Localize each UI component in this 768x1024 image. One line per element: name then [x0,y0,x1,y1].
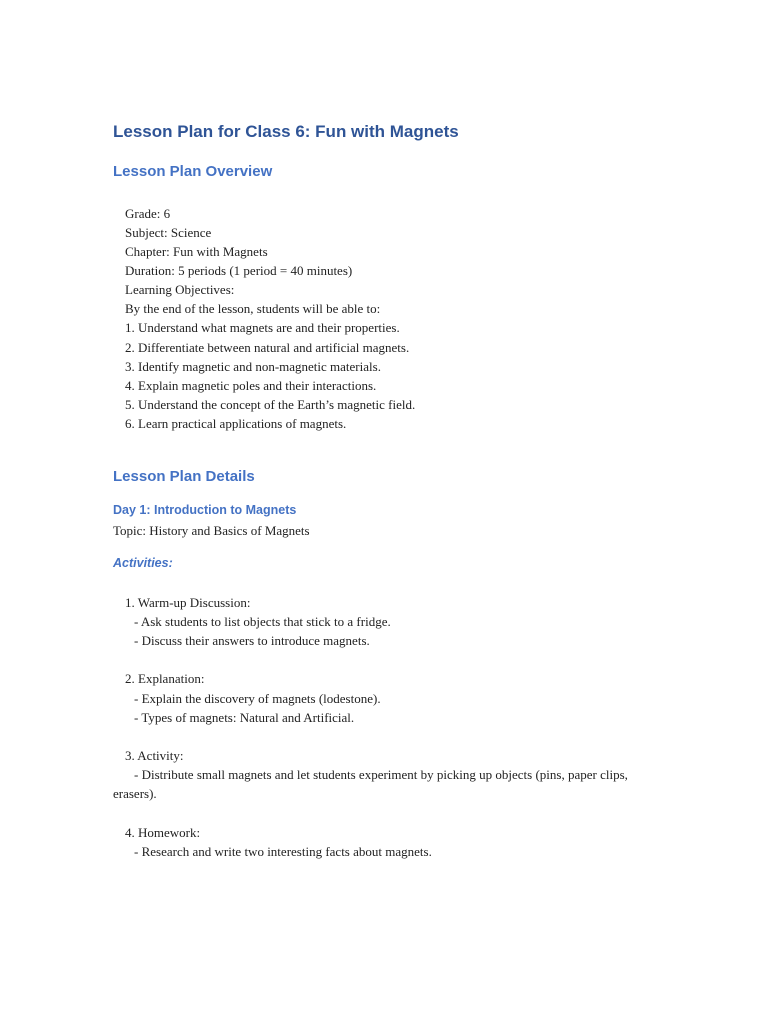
details-heading: Lesson Plan Details [113,468,255,485]
overview-heading: Lesson Plan Overview [113,163,273,180]
activity-text [113,765,633,803]
day1-heading: Day 1: Introduction to Magnets [113,503,297,517]
explanation-point: - Types of magnets: Natural and Artificial. [134,710,355,725]
homework-title: 4. Homework: [125,825,201,840]
overview-objectives-label: Learning Objectives: [125,282,235,297]
overview-subject: Subject: Science [125,225,212,240]
explanation-point: - Explain the discovery of magnets (lodestone). [134,691,381,706]
homework-point: - Research and write two interesting facts about magnets. [134,844,432,859]
activity-text-content: - Distribute small magnets and let students experiment by picking up objects (pins, paper clips, erasers). [113,767,628,801]
objective-item: 5. Understand the concept of the Earth’s magnetic field. [125,397,416,412]
warmup-title: 1. Warm-up Discussion: [125,595,251,610]
day1-topic: Topic: History and Basics of Magnets [113,523,310,538]
overview-objectives-intro: By the end of the lesson, students will be able to: [125,301,381,316]
objective-item: 4. Explain magnetic poles and their interactions. [125,378,377,393]
overview-chapter: Chapter: Fun with Magnets [125,244,268,259]
document-title: Lesson Plan for Class 6: Fun with Magnets [113,122,459,141]
overview-grade: Grade: 6 [125,206,171,221]
objective-item: 1. Understand what magnets are and their properties. [125,320,400,335]
objective-item: 2. Differentiate between natural and artificial magnets. [125,340,410,355]
explanation-title: 2. Explanation: [125,671,205,686]
warmup-point: - Discuss their answers to introduce magnets. [134,633,370,648]
overview-duration: Duration: 5 periods (1 period = 40 minutes) [125,263,353,278]
activity-title: 3. Activity: [125,748,184,763]
activities-heading: Activities: [113,556,173,570]
warmup-point: - Ask students to list objects that stick to a fridge. [134,614,391,629]
objective-item: 6. Learn practical applications of magnets. [125,416,347,431]
objective-item: 3. Identify magnetic and non-magnetic materials. [125,359,381,374]
